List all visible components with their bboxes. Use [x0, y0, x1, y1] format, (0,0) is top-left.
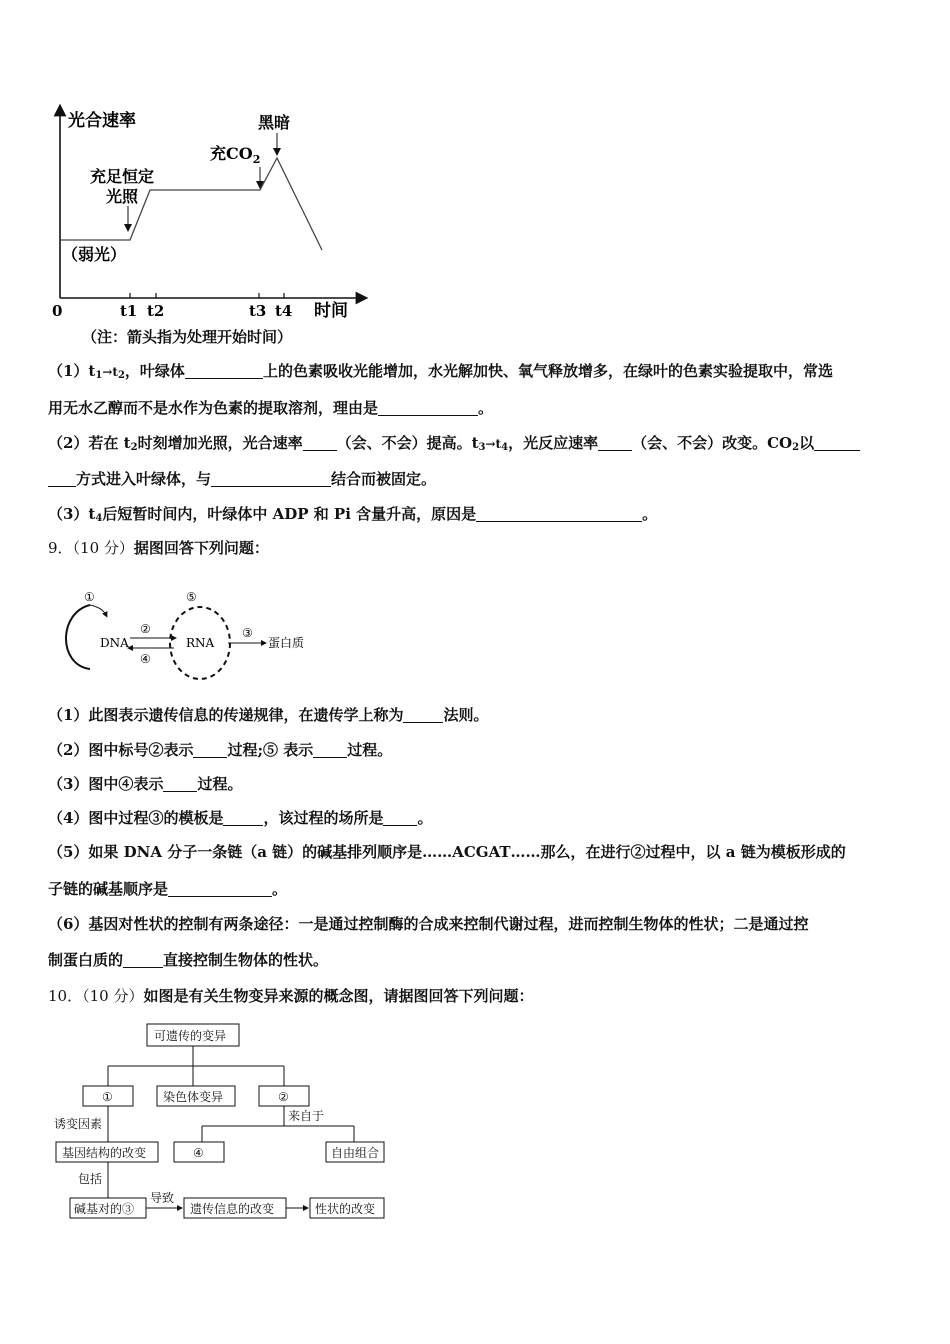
- q9-part3: （3）图中④表示 过程。: [48, 775, 243, 793]
- dna-label: DNA: [100, 636, 129, 650]
- q9-part1: （1）此图表示遗传信息的传递规律，在遗传学上称为 法则。: [48, 706, 489, 724]
- concept-from: 来自于: [288, 1109, 325, 1123]
- q10-heading: 10．（10 分）如图是有关生物变异来源的概念图，请据图回答下列问题：: [48, 987, 534, 1005]
- answer-blank[interactable]: [383, 809, 417, 826]
- answer-blank[interactable]: [313, 741, 347, 758]
- concept-root: 可遗传的变异: [154, 1029, 227, 1043]
- label-2: ②: [140, 622, 151, 636]
- q9-part2: （2）图中标号②表示 过程;⑤ 表示 过程。: [48, 741, 393, 759]
- light-label-2: 光照: [106, 187, 139, 206]
- y-axis-label: 光合速率: [68, 111, 136, 131]
- label-3: ③: [242, 626, 253, 640]
- q8-part2-line2: 方式进入叶绿体，与 结合而被固定。: [48, 469, 908, 489]
- q9-part6-line1: （6）基因对性状的控制有两条途径：一是通过控制酶的合成来控制代谢过程，进而控制生物体的性状；二是通过控: [48, 915, 809, 933]
- dark-label: 黑暗: [258, 113, 291, 132]
- answer-blank[interactable]: [211, 470, 331, 487]
- answer-blank[interactable]: [476, 505, 642, 522]
- concept-genetic-info: 遗传信息的改变: [190, 1202, 275, 1216]
- answer-blank[interactable]: [403, 706, 443, 723]
- q9-part6-line2: 制蛋白质的 直接控制生物体的性状。: [48, 951, 329, 969]
- x-axis-label: 时间: [314, 301, 348, 321]
- answer-blank[interactable]: [303, 434, 337, 451]
- answer-blank[interactable]: [168, 880, 272, 897]
- light-label-1: 充足恒定: [90, 167, 155, 186]
- tick-label-t1: t1: [120, 302, 138, 320]
- answer-blank[interactable]: [123, 951, 163, 968]
- origin-label: 0: [52, 302, 63, 320]
- answer-blank[interactable]: [814, 434, 860, 451]
- answer-blank[interactable]: [163, 775, 197, 792]
- concept-chromosome: 染色体变异: [163, 1090, 224, 1104]
- answer-blank[interactable]: [48, 470, 76, 487]
- answer-blank[interactable]: [193, 741, 227, 758]
- q9-part5-line2: 子链的碱基顺序是 。: [48, 880, 288, 898]
- answer-blank[interactable]: [598, 434, 632, 451]
- answer-blank[interactable]: [185, 362, 263, 379]
- concept-base-pair: 碱基对的③: [74, 1202, 135, 1216]
- q9-part5-line1: （5）如果 DNA 分子一条链（a 链）的碱基排列顺序是……ACGAT……那么，在进行②过程中，以 a 链为模板形成的: [48, 843, 846, 861]
- concept-includes: 包括: [78, 1172, 103, 1186]
- q8-part1-line2: 用无水乙醇而不是水作为色素的提取溶剂，理由是 。: [48, 399, 494, 417]
- label-5: ⑤: [186, 590, 197, 604]
- central-dogma-diagram: [60, 585, 320, 685]
- replication-loop: [66, 605, 90, 669]
- rna-label: RNA: [186, 636, 215, 650]
- q8-part3: $(3)t_4$后短暂时间内，叶绿体中 ADP 和 Pi 含量升高，原因是 。: [48, 505, 658, 524]
- tick-label-t2: t2: [147, 302, 165, 320]
- q9-heading: 9．（10 分）据图回答下列问题：: [48, 539, 269, 557]
- concept-mutagen: 诱变因素: [54, 1117, 103, 1131]
- concept-1: ①: [102, 1090, 113, 1104]
- tick-label-t3: t3: [249, 302, 267, 320]
- variation-concept-map: [50, 1018, 400, 1228]
- q9-part4: （4）图中过程③的模板是 ，该过程的场所是 。: [48, 809, 433, 827]
- answer-blank[interactable]: [223, 809, 263, 826]
- concept-2: ②: [278, 1090, 289, 1104]
- co2-label: 充$CO_2$: [210, 144, 261, 166]
- weak-light-label: （弱光）: [62, 245, 127, 264]
- replication-arrow: [90, 605, 106, 615]
- label-4: ④: [140, 652, 151, 666]
- concept-gene-structure: 基因结构的改变: [62, 1146, 147, 1160]
- graph-note: （注：箭头指为处理开始时间）: [82, 328, 293, 346]
- answer-blank[interactable]: [378, 399, 478, 416]
- concept-leads: 导致: [150, 1191, 175, 1205]
- q8-part1-line1: $(1)t_1\to t_2$，叶绿体 上的色素吸收光能增加，水光解加快、氧气释放增多，在绿叶的色素实验提取中，常选: [48, 362, 833, 381]
- concept-free-combination: 自由组合: [331, 1146, 380, 1160]
- tick-label-t4: t4: [275, 302, 293, 320]
- concept-trait: 性状的改变: [315, 1202, 376, 1216]
- label-1: ①: [84, 590, 95, 604]
- concept-4: ④: [193, 1146, 204, 1160]
- q8-part2-line1: （2）若在 $t_2$时刻增加光照，光合速率 （会、不会）提高。$t_3\to t_4$，光反应速率 （会、不会）改变。$CO_2$以: [48, 433, 908, 458]
- protein-label: 蛋白质: [268, 636, 305, 650]
- photosynthesis-rate-graph: [40, 100, 380, 350]
